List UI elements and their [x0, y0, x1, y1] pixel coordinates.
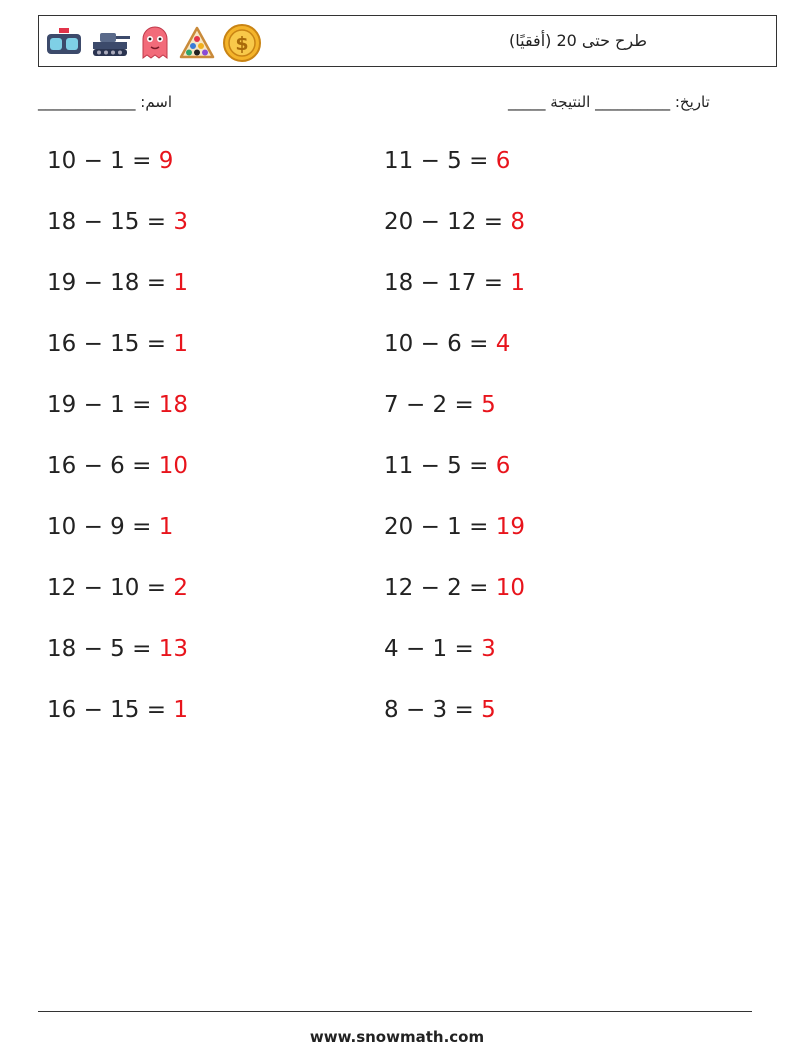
worksheet-header [38, 15, 777, 67]
problem-answer: 10 [158, 453, 188, 479]
problem-item [47, 331, 188, 357]
problem-answer: 18 [158, 392, 188, 418]
tank-icon [90, 26, 132, 60]
problem-item [384, 636, 496, 662]
problem-item [47, 270, 188, 296]
problem-item [47, 697, 188, 723]
problem-question: 16 − 15 = [47, 697, 174, 723]
problem-item [47, 209, 188, 235]
problem-answer: 3 [173, 209, 188, 235]
name-field: اسم: _____________ [38, 93, 173, 111]
problem-item [384, 331, 510, 357]
billiard-rack-icon [178, 25, 216, 61]
problem-question: 7 − 2 = [384, 392, 482, 418]
problem-question: 20 − 12 = [384, 209, 511, 235]
problem-answer: 1 [158, 514, 174, 540]
problem-question: 12 − 10 = [47, 575, 174, 601]
problem-answer: 6 [495, 148, 511, 174]
problem-question: 18 − 17 = [384, 270, 511, 296]
problem-answer: 1 [510, 270, 525, 296]
problem-question: 19 − 18 = [47, 270, 174, 296]
problem-question: 4 − 1 = [384, 636, 482, 662]
problem-question: 16 − 6 = [47, 453, 159, 479]
date-score-field: تاريخ: __________ النتيجة _____ [508, 93, 710, 111]
problem-item [384, 392, 496, 418]
problem-item [47, 514, 173, 540]
problem-answer: 5 [481, 697, 496, 723]
problem-item [384, 514, 525, 540]
problem-item [384, 575, 525, 601]
problem-answer: 2 [173, 575, 188, 601]
problem-answer: 1 [173, 331, 188, 357]
dollar-coin-icon [222, 23, 262, 63]
problem-answer: 3 [481, 636, 496, 662]
problem-question: 8 − 3 = [384, 697, 482, 723]
problem-item [384, 453, 510, 479]
problem-answer: 8 [510, 209, 525, 235]
problem-answer: 10 [495, 575, 525, 601]
problem-question: 12 − 2 = [384, 575, 496, 601]
problem-answer: 1 [173, 270, 188, 296]
problem-question: 11 − 5 = [384, 148, 496, 174]
problem-question: 18 − 5 = [47, 636, 159, 662]
problem-question: 19 − 1 = [47, 392, 159, 418]
problem-answer: 19 [495, 514, 525, 540]
problem-item [384, 697, 496, 723]
problem-question: 10 − 1 = [47, 148, 159, 174]
problem-answer: 5 [481, 392, 496, 418]
problem-answer: 13 [158, 636, 188, 662]
problem-question: 10 − 6 = [384, 331, 496, 357]
problem-item [47, 575, 188, 601]
worksheet-title: طرح حتى 20 (أفقيًا) [509, 31, 647, 50]
problem-question: 20 − 1 = [384, 514, 496, 540]
problem-item [384, 270, 525, 296]
vr-headset-icon [44, 26, 84, 60]
problem-question: 10 − 9 = [47, 514, 159, 540]
problem-answer: 4 [495, 331, 511, 357]
problem-question: 18 − 15 = [47, 209, 174, 235]
problem-item [384, 148, 510, 174]
problem-item [384, 209, 525, 235]
header-icons [44, 23, 262, 63]
problem-item [47, 636, 188, 662]
ghost-icon [138, 24, 172, 62]
problem-question: 16 − 15 = [47, 331, 174, 357]
problem-answer: 9 [158, 148, 174, 174]
problem-item [47, 392, 188, 418]
problem-answer: 6 [495, 453, 511, 479]
problem-item [47, 453, 188, 479]
footer-url: www.snowmath.com [309, 1028, 485, 1046]
footer-divider [38, 1011, 752, 1012]
problem-item [47, 148, 173, 174]
problem-question: 11 − 5 = [384, 453, 496, 479]
problem-answer: 1 [173, 697, 188, 723]
svg-text:$: $ [235, 33, 249, 55]
